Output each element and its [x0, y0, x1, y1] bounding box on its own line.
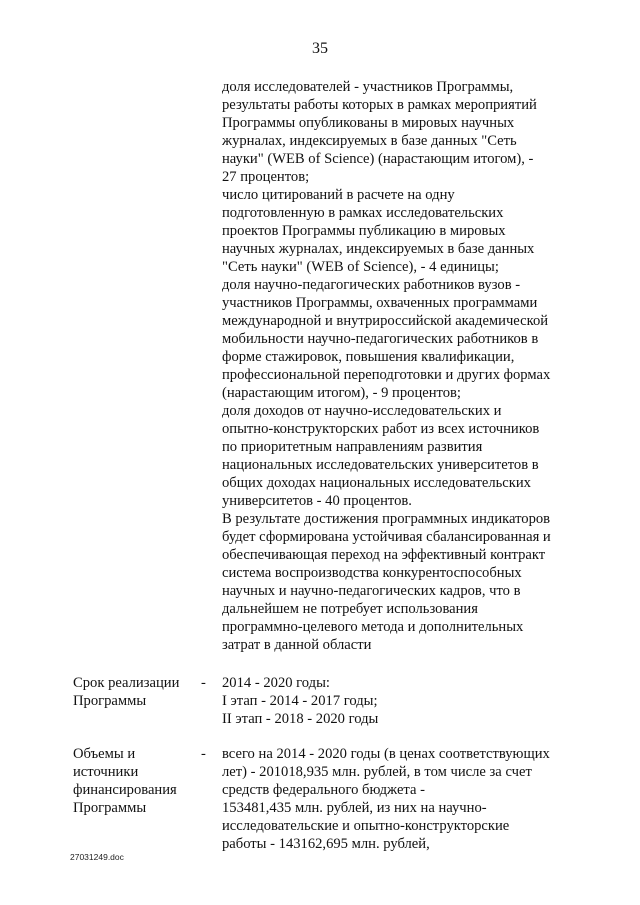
funding-value: лет) - 201018,935 млн. рублей, в том числе за счет [222, 764, 532, 780]
text-line: обеспечивающая переход на эффективный контракт [222, 547, 546, 563]
text-line: дальнейшем не потребует использования [222, 601, 478, 617]
funding-label: финансирования [73, 782, 177, 798]
document-filename: 27031249.doc [70, 852, 124, 862]
text-line: проектов Программы публикацию в мировых [222, 223, 506, 239]
text-line: по приоритетным направлениям развития [222, 439, 483, 455]
page-number: 35 [312, 40, 328, 57]
term-dash: - [201, 675, 206, 691]
text-line: мобильности научно-педагогических работников в [222, 331, 539, 347]
text-line: научных журналах, индексируемых в базе данных [222, 241, 535, 257]
term-label: Программы [73, 693, 147, 709]
text-line: В результате достижения программных индикаторов [222, 511, 551, 527]
text-line: журналах, индексируемых в базе данных "Сеть [222, 133, 517, 149]
term-value: 2014 - 2020 годы: [222, 675, 330, 691]
term-value: I этап - 2014 - 2017 годы; [222, 693, 378, 709]
funding-value: работы - 143162,695 млн. рублей, [222, 836, 430, 852]
text-line: (нарастающим итогом), - 9 процентов; [222, 385, 461, 401]
text-line: научных и научно-педагогических кадров, что в [222, 583, 521, 599]
text-line: университетов - 40 процентов. [222, 493, 412, 509]
text-line: система воспроизводства конкурентоспособных [222, 565, 522, 581]
funding-label: Программы [73, 800, 147, 816]
funding-label: Объемы и [73, 746, 136, 762]
funding-label: источники [73, 764, 139, 780]
text-line: число цитирований в расчете на одну [222, 187, 455, 203]
text-line: затрат в данной области [222, 637, 372, 653]
text-line: Программы опубликованы в мировых научных [222, 115, 515, 131]
text-line: "Сеть науки" (WEB of Science), - 4 единицы; [222, 259, 499, 275]
term-value: II этап - 2018 - 2020 годы [222, 711, 379, 727]
text-line: 27 процентов; [222, 169, 310, 185]
text-line: науки" (WEB of Science) (нарастающим итогом), - [222, 151, 534, 167]
text-line: профессиональной переподготовки и других формах [222, 367, 551, 383]
text-line: программно-целевого метода и дополнительных [222, 619, 524, 635]
text-line: будет сформирована устойчивая сбалансированная и [222, 529, 551, 545]
funding-value: 153481,435 млн. рублей, из них на научно- [222, 800, 487, 816]
funding-dash: - [201, 746, 206, 762]
text-line: подготовленную в рамках исследовательских [222, 205, 504, 221]
text-line: доля научно-педагогических работников вузов - [222, 277, 521, 293]
text-line: форме стажировок, повышения квалификации, [222, 349, 515, 365]
text-line: опытно-конструкторских работ из всех источников [222, 421, 540, 437]
funding-value: средств федерального бюджета - [222, 782, 425, 798]
text-line: участников Программы, охваченных программами [222, 295, 538, 311]
funding-value: всего на 2014 - 2020 годы (в ценах соответствующих [222, 746, 550, 762]
text-line: доля исследователей - участников Программы, [222, 79, 514, 95]
text-line: доля доходов от научно-исследовательских и [222, 403, 502, 419]
funding-value: исследовательские и опытно-конструкторские [222, 818, 510, 834]
text-line: национальных исследовательских университетов в [222, 457, 539, 473]
text-line: результаты работы которых в рамках мероприятий [222, 97, 537, 113]
text-line: общих доходах национальных исследовательских [222, 475, 531, 491]
text-line: международной и внутрироссийской академической [222, 313, 549, 329]
term-label: Срок реализации [73, 675, 180, 691]
